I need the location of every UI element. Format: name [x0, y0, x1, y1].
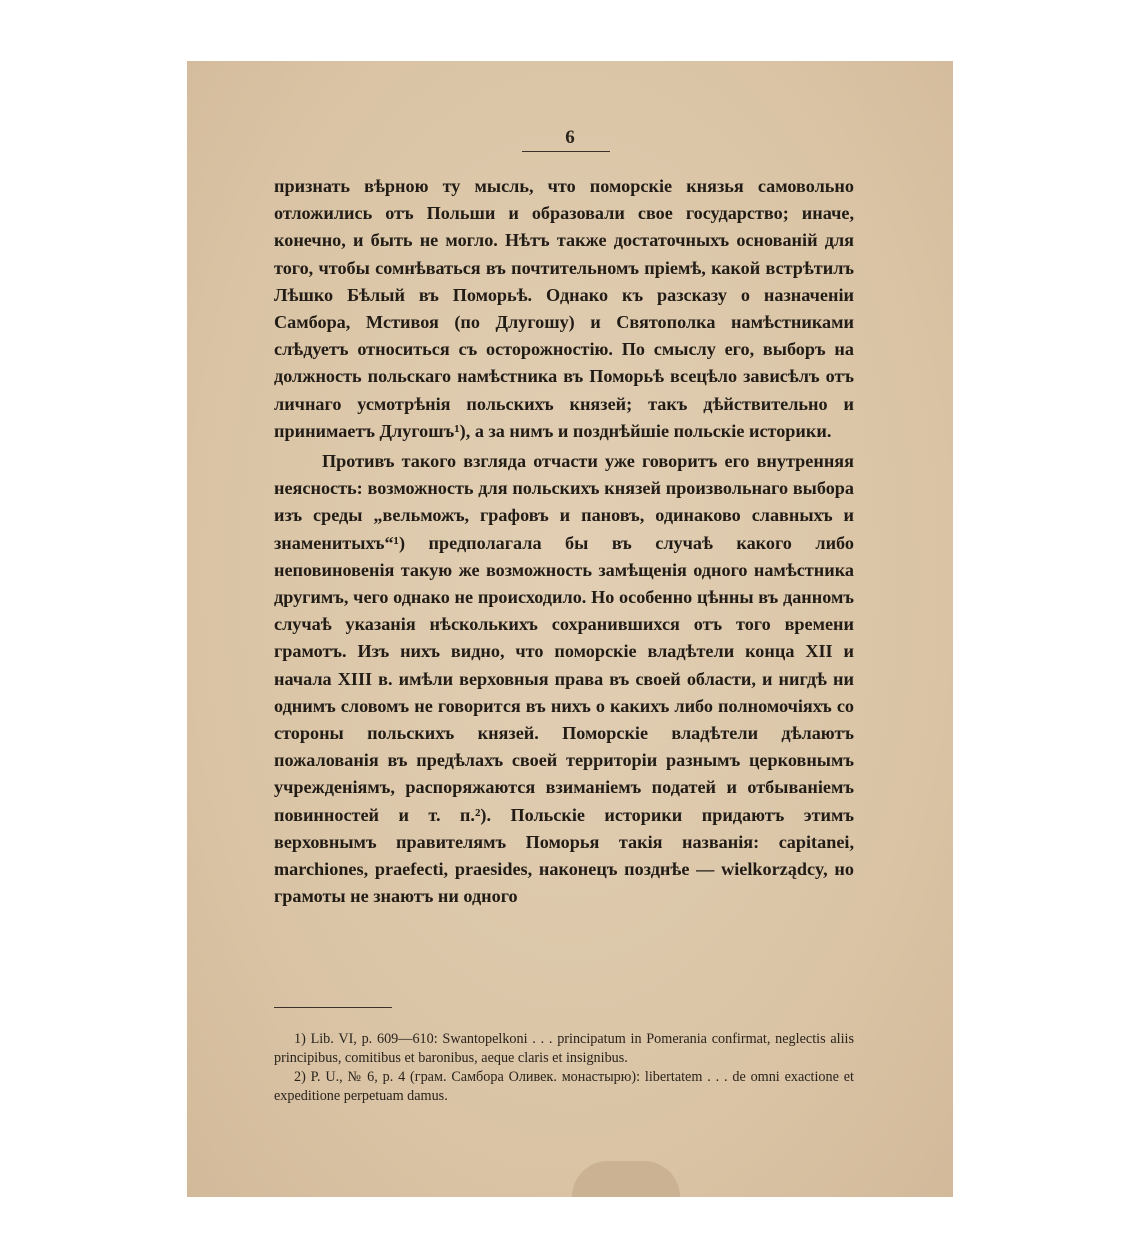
footnote-2: 2) P. U., № 6, p. 4 (грам. Самбора Оливек. монастырю): libertatem . . . de omni exactione et expeditione perpetuam damus.: [274, 1069, 854, 1104]
footnotes: [274, 1030, 854, 1106]
paragraph-1: признать вѣрною ту мысль, что поморскіе князья самовольно отложились отъ Польши и образовали свое государство; иначе, конечно, и быть не могло. Нѣтъ также достаточныхъ основаній для того, чтобы сомнѣваться въ почтительномъ пріемѣ, какой встрѣтилъ Лѣшко Бѣлый въ Поморьѣ. Однако къ разсказу о назначеніи Самбора, Мстивоя (по Длугошу) и Святополка намѣстниками слѣдуетъ относиться съ осторожностію. По смыслу его, выборъ на должность польскаго намѣстника въ Поморьѣ всецѣло зависѣлъ отъ личнаго усмотрѣнія польскихъ князей; такъ дѣйствительно и принимаетъ Длугошъ¹), а за нимъ и позднѣйшіе польскіе историки.: [274, 176, 854, 441]
body-text: [274, 173, 854, 910]
page-number: 6: [565, 127, 575, 148]
book-page: [187, 61, 953, 1197]
page-edge-shadow: [572, 1161, 680, 1197]
footnote-1: 1) Lib. VI, p. 609—610: Swantopelkoni . . . principatum in Pomerania confirmat, neglectis aliis principibus, comitibus et baronibus, aeque claris et insignibus.: [274, 1031, 854, 1066]
paragraph-2: Противъ такого взгляда отчасти уже говоритъ его внутренняя неясность: возможность для польскихъ князей произвольнаго выбора изъ среды „вельможъ, графовъ и пановъ, одинаково славныхъ и знаменитыхъ“¹) предполагала бы въ случаѣ какого либо неповиновенія такую же возможность замѣщенія одного намѣстника другимъ, чего однако не происходило. Но особенно цѣнны въ данномъ случаѣ указанія нѣсколькихъ сохранившихся отъ того времени грамотъ. Изъ нихъ видно, что поморскіе владѣтели конца XII и начала XIII в. имѣли верховныя права въ своей области, и нигдѣ ни однимъ словомъ не говорится въ нихъ о какихъ либо полномочіяхъ со стороны польскихъ князей. Поморскіе владѣтели дѣлаютъ пожалованія въ предѣлахъ своей территоріи разнымъ церковнымъ учрежденіямъ, распоряжаются взиманіемъ податей и отбываніемъ повинностей и т. п.²). Польскіе историки придаютъ этимъ верховнымъ правителямъ Поморья такія названія: capitanei, marchiones, praefecti, praesides, наконецъ позднѣе — wielkorządcy, но грамоты не знаютъ ни одного: [274, 451, 854, 907]
header-rule: [522, 151, 610, 152]
footnote-rule: [274, 1007, 392, 1008]
